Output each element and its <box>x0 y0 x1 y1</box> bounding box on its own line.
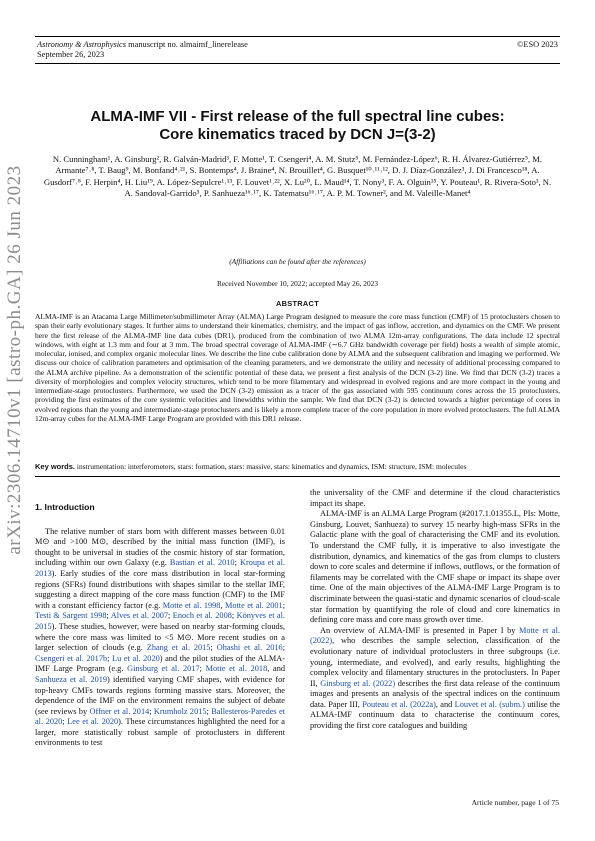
citation-link[interactable]: Motte et al. 2018 <box>205 664 268 674</box>
abstract-text: ALMA-IMF is an Atacama Large Millimeter/submillimeter Array (ALMA) Large Program designed to measure the core mass function (CMF) of 15 protoclusters chosen to span their early evolutionary stages. It further aims to understand their kinematics, chemistry, and the impact of gas inflow, accretion, and dynamics on the CMF. We present here the first release of the ALMA-IMF line data cubes (DR1), produced from the combination of two ALMA 12m-array configurations. The data include 12 spectral windows, with eight at 1.3 mm and four at 3 mm. The broad spectral coverage of ALMA-IMF (∼6.7 GHz bandwidth coverage per field) hosts a wealth of simple atomic, molecular, ionised, and complex organic molecular lines. We describe the line cube calibration done by ALMA and the subsequent calibration and imaging we performed. We discuss our choice of calibration parameters and optimisation of the cleaning parameters, and we demonstrate the utility and necessity of additional processing compared to the ALMA archive pipeline. As a demonstration of the scientific potential of these data, we present a first analysis of the DCN (3-2) line. We find that DCN (3-2) traces a diversity of morphologies and complex velocity structures, which tend to be more filamentary and widespread in evolved regions and are more compact in the young and intermediate-stage protoclusters. Furthermore, we used the DCN (3-2) emission as a tracer of the gas associated with 595 continuum cores across the 15 protoclusters, providing the first estimates of the core systemic velocities and linewidths within the sample. We find that DCN (3-2) is detected towards a higher percentage of cores in evolved regions than the young and intermediate-stage protoclusters and is likely a more complete tracer of the core population in more evolved protoclusters. The full ALMA 12m-array cubes for the ALMA-IMF Large Program are provided with this DR1 release. <box>35 312 560 423</box>
citation-link[interactable]: Bastian et al. 2010 <box>169 558 235 568</box>
arxiv-stamp-text: arXiv:2306.14710v1 [astro-ph.GA] 26 Jun 2023 <box>4 165 25 555</box>
keywords <box>35 462 560 471</box>
left-column <box>35 488 285 749</box>
citation-link[interactable]: Zhang et al. 2015 <box>146 643 211 653</box>
affiliations-note: (Affiliations can be found after the references) <box>229 257 366 266</box>
title-line-2: Core kinematics traced by DCN J=(3-2) <box>159 126 436 143</box>
running-header <box>35 36 560 64</box>
paper-title <box>40 108 555 144</box>
citation-link[interactable]: Krumholz 2015 <box>153 706 207 716</box>
citation-link[interactable]: Sanhueza et al. 2019 <box>35 674 108 684</box>
citation-link[interactable]: Ohashi et al. 2016 <box>216 643 283 653</box>
citation-link[interactable]: Könyves et al. 2015 <box>35 611 285 631</box>
citation-link[interactable]: Ginsburg et al. (2022) <box>320 678 396 688</box>
copyright-notice: ©ESO 2023 <box>516 40 558 49</box>
citation-link[interactable]: Ginsburg et al. 2017 <box>127 664 200 674</box>
section-heading-introduction: 1. Introduction <box>35 502 95 512</box>
citation-link[interactable]: Alves et al. 2007 <box>110 611 169 621</box>
journal-info <box>37 40 248 60</box>
citation-link[interactable]: Pouteau et al. (2022a) <box>362 699 436 709</box>
arxiv-stamp <box>4 40 26 680</box>
page-footer: Article number, page 1 of 75 <box>471 798 559 807</box>
author-list: N. Cunningham¹, A. Ginsburg², R. Galván-Madrid³, F. Motte¹, T. Csengeri⁴, A. M. Stutz⁵, M. Fernández-López⁶, R. H. Álvarez-Gutiérrez⁵, M. Armante⁷˒⁸, T. Baug⁹, M. Bonfand⁴˒²¹, S. Bontemps⁴, J. Braine⁴, N. Brouillet⁴, G. Busquet¹⁰˒¹¹˒¹², D. J. Díaz-González³, J. Di Francesco¹⁸, A. Gusdorf⁷˒⁸, F. Herpin⁴, H. Liu¹⁹, A. López-Sepulcre¹˒¹³, F. Louvet¹˒²², X. Lu²⁰, L. Maud¹⁴, T. Nony³, F. A. Olguin¹⁵, Y. Pouteau¹, R. Rivera-Soto³, N. A. Sandoval-Garrido⁵, P. Sanhueza¹⁶˒¹⁷, K. Tatematsu¹⁶˒¹⁷, A. P. M. Towner², and M. Valeille-Manet⁴ <box>43 154 552 198</box>
right-paragraph-0: the universality of the CMF and determine if the cloud characteristics impact its shape. <box>310 488 560 508</box>
citation-link[interactable]: Offner et al. 2014 <box>89 706 150 716</box>
citation-link[interactable]: Testi & Sargent 1998 <box>35 611 107 621</box>
right-paragraph-1: ALMA-IMF is an ALMA Large Program (#2017.1.01355.L, PIs: Motte, Ginsburg, Louvet, Sanhueza) to survey 15 nearby high-mass SFRs in the Galactic plane with the goal of characterising the CMF and its evolution. To understand the CMF fully, it is imperative to also investigate the distribution, dynamics, and kinematics of the gas from clumps to clusters down to core scales and determine if inflows, outflows, or the formation of filaments may be correlated with the CMF shape or impact its shape over time. One of the main objectives of the ALMA-IMF Large Program is to discriminate between the quasi-static and dynamic scenarios of cloud-scale star formation by quantifying the role of cloud and core kinematics in defining core mass and core mass growth over time. <box>310 509 560 625</box>
right-column <box>310 488 560 732</box>
title-line-1: ALMA-IMF VII - First release of the full spectral line cubes: <box>90 108 505 125</box>
citation-link[interactable]: Ballesteros-Paredes et al. 2020 <box>35 706 285 727</box>
citation-link[interactable]: Kroupa et al. 2013 <box>35 558 285 578</box>
citation-link[interactable]: Motte et al. 1998 <box>162 600 221 610</box>
manuscript-number: manuscript no. almaimf_linerelease <box>126 40 248 49</box>
keywords-label: Key words. <box>35 462 76 471</box>
right-paragraph-2: An overview of ALMA-IMF is presented in Paper I by Motte et al. (2022), who describes the sample selection, classification of the evolutionary nature of individual protoclusters in three subgroups (i.e. young, intermediate, and evolved), and early results, highlighting the complex velocity and filamentary structures in the protoclusters. In Paper II, Ginsburg et al. (2022) describes the first data release of the continuum images and presents an analysis of the spectral indices on the continuum data. Paper III, Pouteau et al. (2022a), and Louvet et al. (subm.) utilise the ALMA-IMF continuum data to characterise the continuum cores, providing the first core catalogues and building <box>310 625 560 731</box>
citation-link[interactable]: Motte et al. 2001 <box>224 600 283 610</box>
journal-name: Astronomy & Astrophysics <box>37 40 127 49</box>
abstract-heading: ABSTRACT <box>275 299 320 308</box>
keywords-text: instrumentation: interferometers, stars: formation, stars: massive, stars: kinematics and dynamics, ISM: structure, ISM: molecules <box>75 462 467 471</box>
citation-link[interactable]: Louvet et al. (subm.) <box>454 699 525 709</box>
citation-link[interactable]: Enoch et al. 2008 <box>172 611 232 621</box>
citation-link[interactable]: Lee et al. 2020 <box>67 717 119 727</box>
manuscript-date: September 26, 2023 <box>37 50 105 59</box>
citation-link[interactable]: Motte et al. (2022) <box>310 625 560 646</box>
abstract-divider <box>35 476 560 477</box>
citation-link[interactable]: Lu et al. 2020 <box>112 653 160 663</box>
citation-link[interactable]: Csengeri et al. 2017b <box>35 653 108 663</box>
received-dates: Received November 10, 2022; accepted May 26, 2023 <box>216 279 379 288</box>
intro-paragraph-1: The relative number of stars born with different masses between 0.01 M⊙ and >100 M⊙, described by the initial mass function (IMF), is thought to be universal in studies of the cosmic history of star formation, including within our own Galaxy (e.g. Bastian et al. 2010; Kroupa et al. 2013). Early studies of the core mass distribution in local star-forming regions (SFRs) found distributions with shapes similar to the stellar IMF, suggesting a direct mapping of the core mass function (CMF) to the IMF with a constant efficiency factor (e.g. Motte et al. 1998, Motte et al. 2001; Testi & Sargent 1998; Alves et al. 2007; Enoch et al. 2008; Könyves et al. 2015). These studies, however, were based on nearby star-forming clouds, where the core mass was limited to <5 M⊙. More recent studies on a larger selection of clouds (e.g. Zhang et al. 2015; Ohashi et al. 2016; Csengeri et al. 2017b; Lu et al. 2020) and the pilot studies of the ALMA-IMF Large Program (e.g. Ginsburg et al. 2017; Motte et al. 2018, and Sanhueza et al. 2019) identified varying CMF shapes, with evidence for top-heavy CMFs towards regions forming massive stars. Moreover, the dependence of the IMF on the environment remains the subject of debate (see reviews by Offner et al. 2014; Krumholz 2015; Ballesteros-Paredes et al. 2020; Lee et al. 2020). These circumstances highlighted the need for a larger, more statistically robust sample of protoclusters in different environments to test <box>35 526 286 748</box>
